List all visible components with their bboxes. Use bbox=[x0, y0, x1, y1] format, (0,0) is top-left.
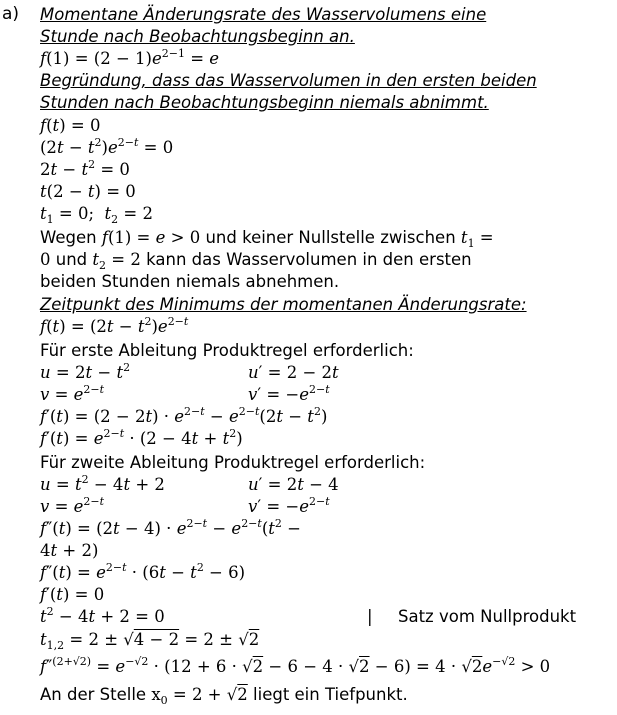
math-line: f′(t) = 0 bbox=[40, 585, 105, 604]
math-line: f(t) = 0 bbox=[40, 116, 101, 135]
text-line: Für zweite Ableitung Produktregel erforderlich: bbox=[40, 453, 426, 472]
text-line: Für erste Ableitung Produktregel erforderlich: bbox=[40, 341, 414, 360]
math-line: $f'(t) = e^{2-t} \cdot (2 - 4t + t^2)$ bbox=[40, 427, 243, 448]
text-line: beiden Stunden niemals abnehmen. bbox=[40, 272, 340, 291]
separator-pipe: | bbox=[367, 607, 373, 626]
math-line: $u = t^2 - 4t + 2$ u′ = 2t − 4 bbox=[40, 473, 339, 494]
math-line: $f''(t) = (2t - 4) \cdot e^{2-t} - e^{2-t}(t^2$ − bbox=[40, 517, 301, 538]
math-line: $t^2 - 4t + 2 = 0$ | Satz vom Nullprodukt bbox=[40, 605, 577, 626]
note-null-product: Satz vom Nullprodukt bbox=[398, 607, 577, 626]
text-line: Wegen f(1) = e > 0 und keiner Nullstelle zwischen $t_1$ = bbox=[40, 228, 494, 250]
heading-rate-at-one-hour-cont: Stunde nach Beobachtungsbeginn an. bbox=[40, 27, 355, 46]
text-line: An der Stelle $x_0 = 2 + √2$ liegt ein Tiefpunkt. bbox=[40, 685, 408, 707]
math-line: $f(t) = (2t - t^2)e^{2-t}$ bbox=[40, 315, 189, 336]
math-line: $f''^{(2+√2)} = e^{-√2} \cdot (12 + 6 \cdot √2 - 6 - 4 \cdot √2 - 6) = 4 \cdot √2e^{-√2} > 0$ bbox=[40, 655, 551, 676]
math-line: $f'(t) = (2 - 2t) \cdot e^{2-t} - e^{2-t}(2t - t^2)$ bbox=[40, 405, 328, 426]
text-line: 0 und $t_2 = 2$ kann das Wasservolumen in den ersten bbox=[40, 250, 472, 272]
heading-rate-at-one-hour: Momentane Änderungsrate des Wasservolumens eine bbox=[40, 5, 487, 24]
task-label: a) bbox=[2, 4, 20, 24]
heading-reasoning-cont: Stunden nach Beobachtungsbeginn niemals abnimmt. bbox=[40, 93, 489, 112]
math-line: $f''(t) = e^{2-t} \cdot (6t - t^2 - 6)$ bbox=[40, 561, 246, 582]
math-line: $t_1 = 0$; $t_2 = 2$ bbox=[40, 204, 153, 226]
math-line: $u = 2t - t^2$ u′ = 2 − 2t bbox=[40, 361, 339, 382]
math-line: $2t - t^2 = 0$ bbox=[40, 158, 130, 179]
math-line: $f(1) = (2 - 1)e^{2-1} = e$ bbox=[40, 47, 220, 68]
math-line: $v = e^{2-t}$ $v' = -e^{2-t}$ bbox=[40, 383, 330, 404]
math-line: $(2t - t^2)e^{2-t} = 0$ bbox=[40, 136, 174, 157]
heading-reasoning: Begründung, dass das Wasservolumen in den ersten beiden bbox=[40, 71, 537, 90]
math-line: 4t + 2) bbox=[40, 541, 99, 560]
heading-minimum: Zeitpunkt des Minimums der momentanen Änderungsrate: bbox=[40, 295, 527, 314]
math-line: t(2 − t) = 0 bbox=[40, 182, 136, 201]
math-line: $t_{1,2} = 2 \pm √4 - 2 = 2 \pm √2$ bbox=[40, 630, 260, 652]
math-line: $v = e^{2-t}$ $v' = -e^{2-t}$ bbox=[40, 495, 330, 516]
